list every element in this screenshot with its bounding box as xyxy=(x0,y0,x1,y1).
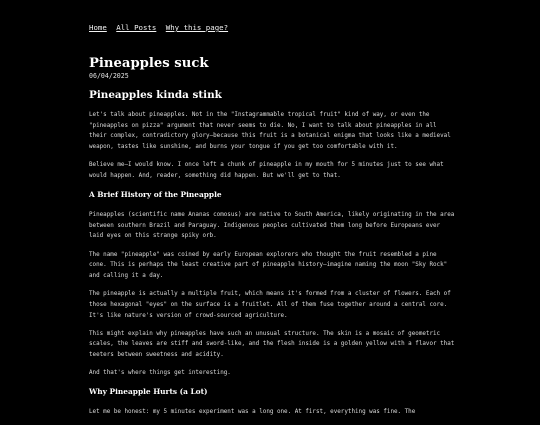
paragraph: And that's where things get interesting. xyxy=(89,370,231,377)
paragraph: Let me be honest: my 5 minutes experiment was a long one. At first, everything was fine. The xyxy=(89,409,416,416)
paragraph: Pineapples (scientific name Ananas comosus) are native to South America, likely originating in the area between southern Brazil and Paraguay. Indigenous peoples cultivated them long before Europeans ever laid eyes on this strange spiky orb. xyxy=(89,211,455,240)
paragraph: The pineapple is actually a multiple fruit, which means it's formed from a cluster of flowers. Each of those hexagonal "eyes" on the surface is a fruitlet. All of them fuse together around a central core. It's like nature's version of crowd-sourced agriculture. xyxy=(89,291,451,319)
nav-all-posts-link[interactable]: All Posts xyxy=(116,23,157,32)
top-nav xyxy=(89,23,233,32)
post-title: Pineapples suck xyxy=(89,56,209,71)
nav-home-link[interactable]: Home xyxy=(89,23,107,32)
nav-why-link[interactable]: Why this page? xyxy=(165,23,229,32)
paragraph: Let's talk about pineapples. Not in the "Instagrammable tropical fruit" kind of way, or even the "pineapples on pizza" argument that never seems to die. No, I want to talk about pineapples in all their complex, contradictory glory—because this fruit is a botanical enigma that looks like a medieval weapon, tastes like sunshine, and burns your tongue if you get too comfortable with it. xyxy=(89,112,451,151)
paragraph: Believe me—I would know. I once left a chunk of pineapple in my mouth for 5 minutes just to see what would happen. And, reader, something did happen. But we'll get to that. xyxy=(89,162,444,180)
post-heading: Pineapples kinda stink xyxy=(89,89,222,101)
paragraph: This might explain why pineapples have such an unusual structure. The skin is a mosaic of geometric scales, the leaves are stiff and sword-like, and the flesh inside is a golden yellow with a flavor that teeters between sweetness and acidity. xyxy=(89,330,455,359)
section-heading-hurts: Why Pineapple Hurts (a Lot) xyxy=(89,387,208,397)
post-date: 06/04/2025 xyxy=(89,72,129,80)
post-body xyxy=(89,110,455,425)
paragraph: The name "pineapple" was coined by early European explorers who thought the fruit resembled a pine cone. This is perhaps the least creative part of pineapple history—imagine naming the moon "Sky Rock" and calling it a day. xyxy=(89,251,448,279)
section-heading-history: A Brief History of the Pineapple xyxy=(89,189,222,199)
